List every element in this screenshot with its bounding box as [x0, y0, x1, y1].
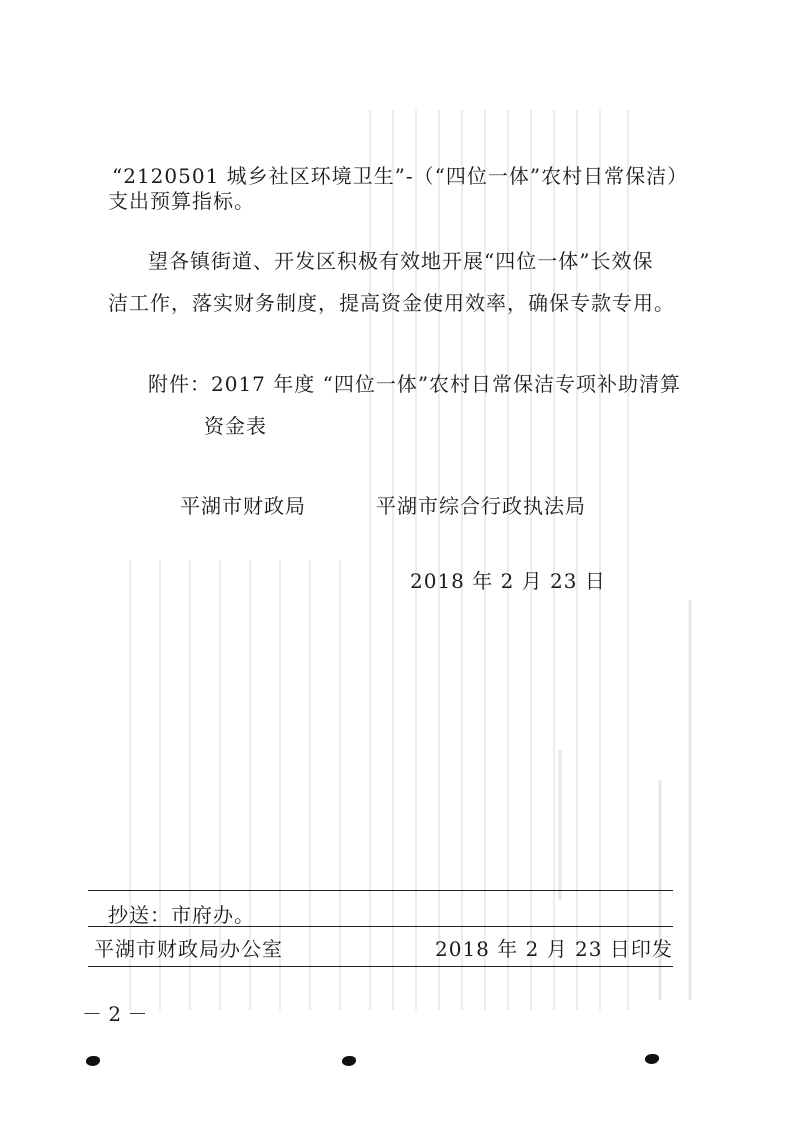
footer-rule-top	[88, 890, 673, 891]
binding-mark-left	[86, 1056, 100, 1066]
binding-mark-right	[645, 1054, 659, 1064]
footer-office: 平湖市财政局办公室	[94, 937, 283, 961]
body-line-4: 洁工作，落实财务制度，提高资金使用效率，确保专款专用。	[108, 291, 675, 315]
page-number: － 2 －	[82, 1002, 148, 1026]
attachment-line-2: 资金表	[204, 414, 267, 438]
body-line-3: 望各镇街道、开发区积极有效地开展“四位一体”长效保	[148, 249, 654, 273]
signature-date: 2018 年 2 月 23 日	[410, 569, 606, 593]
attachment-line-1: 附件：2017 年度 “四位一体”农村日常保洁专项补助清算	[148, 372, 682, 396]
body-line-2: 支出预算指标。	[108, 189, 255, 213]
body-line-1: “2120501 城乡社区环境卫生”-（“四位一体”农村日常保洁）	[112, 164, 689, 188]
issuer-law-enforcement-bureau: 平湖市综合行政执法局	[376, 494, 586, 518]
binding-mark-center	[342, 1056, 356, 1066]
footer-rule-bottom	[88, 966, 673, 967]
footer-cc: 抄送：市府办。	[108, 903, 255, 927]
footer-rule-middle	[88, 926, 673, 927]
footer-print-date: 2018 年 2 月 23 日印发	[435, 937, 673, 961]
issuer-finance-bureau: 平湖市财政局	[180, 494, 306, 518]
